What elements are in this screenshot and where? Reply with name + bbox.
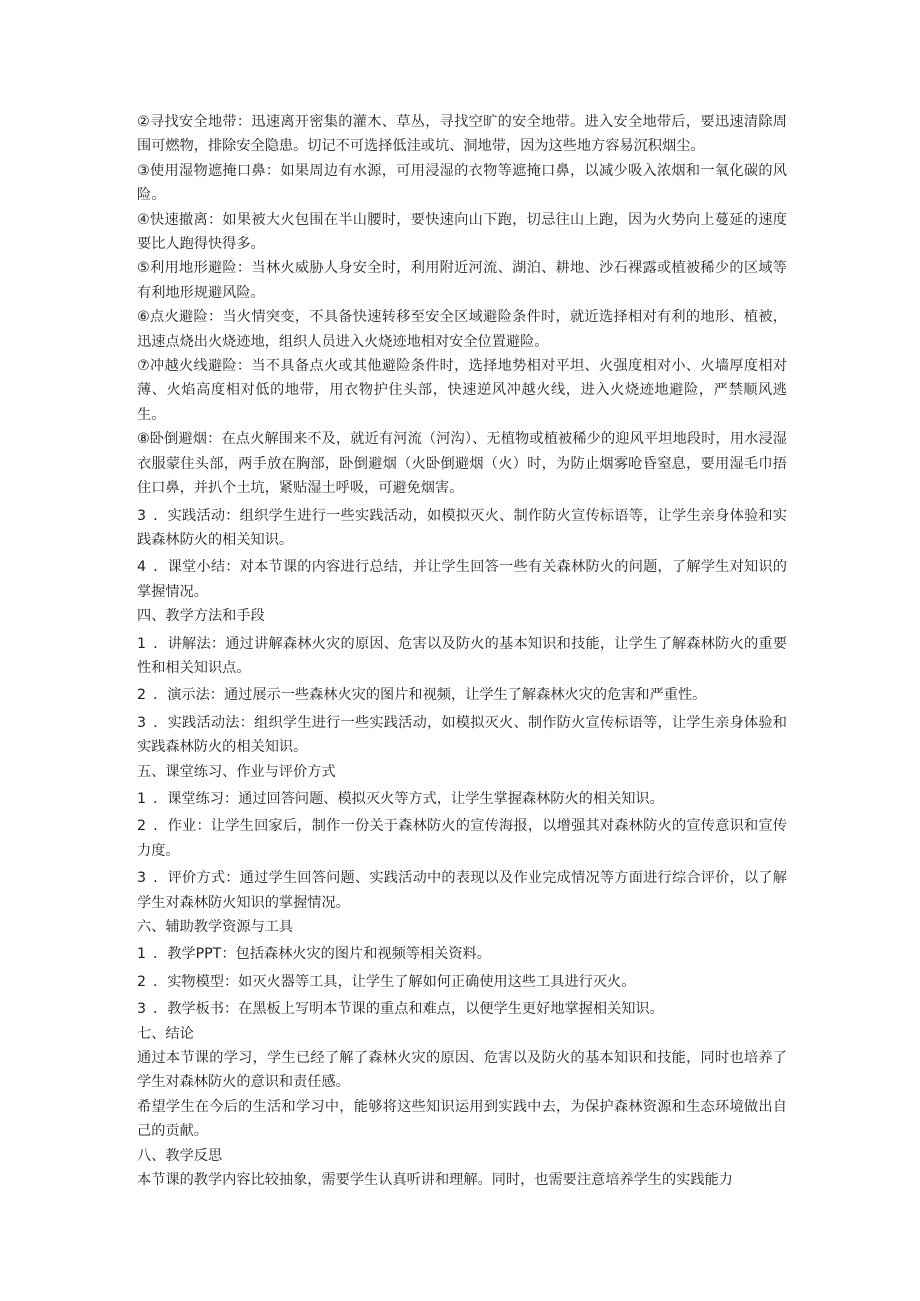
item-number: 3	[137, 714, 147, 731]
item-number: 3	[137, 1001, 147, 1018]
section-heading-reflection: 八、教学反思	[137, 1147, 223, 1164]
list-item-blackboard	[137, 997, 787, 1021]
paragraph-reflection: 本节课的教学内容比较抽象，需要学生认真听讲和理解。同时，也需要注意培养学生的实践能力	[137, 1172, 733, 1189]
item-text: ．评价方式：通过学生回答问题、实践活动中的表现以及作业完成情况等方面进行综合评价，以了解学生对森林防火知识的掌握情况。	[137, 870, 787, 911]
item-text: ．课堂练习：通过回答问题、模拟灭火等方式，让学生掌握森林防火的相关知识。	[153, 790, 664, 807]
item-text: ．实践活动：组织学生进行一些实践活动，如模拟灭火、制作防火宣传标语等，让学生亲身体验和实践森林防火的相关知识。	[137, 507, 787, 548]
list-item-evaluation	[137, 866, 787, 915]
paragraph-wet-cloth: ③使用湿物遮掩口鼻：如果周边有水源，可用浸湿的衣物等遮掩口鼻，以减少吸入浓烟和一氧化碳的风险。	[137, 162, 787, 204]
section-heading-resources: 六、辅助教学资源与工具	[137, 919, 294, 935]
item-number: 2	[137, 687, 147, 704]
paragraph-lie-down: ⑧卧倒避烟：在点火解围来不及，就近有河流（河沟）、无植物或植被稀少的迎风平坦地段时，用水浸湿衣服蒙住头部，两手放在胸部，卧倒避烟（火卧倒避烟（火）时，为防止烟雾呛昏窒息，要用湿毛巾捂住口鼻，并扒个土坑，紧贴湿土呼吸，可避免烟害。	[137, 431, 787, 497]
item-number: 1	[137, 790, 147, 807]
paragraph-conclusion-2: 希望学生在今后的生活和学习中，能够将这些知识运用到实践中去，为保护森林资源和生态环境做出自己的贡献。	[137, 1098, 787, 1140]
item-text: ．教学板书：在黑板上写明本节课的重点和难点，以便学生更好地掌握相关知识。	[153, 1001, 664, 1018]
document-page	[137, 110, 787, 1192]
list-item-demo	[137, 683, 787, 707]
item-text: ．讲解法：通过讲解森林火灾的原因、危害以及防火的基本知识和技能，让学生了解森林防火的重要性和相关知识点。	[137, 635, 787, 676]
list-item-lecture	[137, 632, 787, 681]
item-text: ．实物模型：如灭火器等工具，让学生了解如何正确使用这些工具进行灭火。	[153, 973, 636, 990]
item-text: ．作业：让学生回家后，制作一份关于森林防火的宣传海报，以增强其对森林防火的宣传意识和宣传力度。	[137, 818, 787, 859]
item-number: 2	[137, 818, 147, 835]
item-number: 3	[137, 870, 147, 887]
item-number: 1	[137, 946, 147, 963]
paragraph-conclusion-1: 通过本节课的学习，学生已经了解了森林火灾的原因、危害以及防火的基本知识和技能，同时也培养了学生对森林防火的意识和责任感。	[137, 1050, 787, 1091]
paragraph-terrain: ⑤利用地形避险：当林火威胁人身安全时，利用附近河流、湖泊、耕地、沙石裸露或植被稀少的区域等有利地形规避风险。	[137, 260, 787, 301]
list-item-summary	[137, 555, 787, 604]
list-item-homework	[137, 814, 787, 863]
list-item-model	[137, 970, 787, 994]
item-text: ．演示法：通过展示一些森林火灾的图片和视频，让学生了解森林火灾的危害和严重性。	[153, 687, 707, 704]
paragraph-counter-fire: ⑥点火避险：当火情突变，不具备快速转移至安全区域避险条件时，就近选择相对有利的地形、植被，迅速点烧出火烧迹地，组织人员进入火烧迹地相对安全位置避险。	[137, 309, 787, 350]
list-item-ppt	[137, 942, 787, 966]
item-number: 1	[137, 635, 147, 652]
item-number: 2	[137, 973, 147, 990]
item-text: ．实践活动法：组织学生进行一些实践活动，如模拟灭火、制作防火宣传标语等，让学生亲身体验和实践森林防火的相关知识。	[137, 714, 787, 756]
section-heading-methods: 四、教学方法和手段	[137, 608, 265, 625]
paragraph-evacuate: ④快速撤离：如果被大火包围在半山腰时，要快速向山下跑，切忌往山上跑，因为火势向上蔓延的速度要比人跑得快得多。	[137, 211, 787, 253]
item-text: ．课堂小结：对本节课的内容进行总结，并让学生回答一些有关森林防火的问题，了解学生对知识的掌握情况。	[137, 559, 787, 600]
item-number: 3	[137, 507, 147, 524]
paragraph-cross-fireline: ⑦冲越火线避险：当不具备点火或其他避险条件时，选择地势相对平坦、火强度相对小、火墙厚度相对薄、火焰高度相对低的地带，用衣物护住头部，快速逆风冲越火线，进入火烧迹地避险，严禁顺风逃生。	[137, 358, 787, 423]
list-item-practice-method	[137, 711, 787, 760]
item-text: ．教学PPT：包括森林火灾的图片和视频等相关资料。	[153, 946, 491, 963]
item-number: 4	[137, 559, 147, 576]
list-item-practice	[137, 504, 787, 553]
list-item-class-exercise	[137, 787, 787, 811]
section-heading-exercises: 五、课堂练习、作业与评价方式	[137, 763, 336, 780]
paragraph-safe-zone: ②寻找安全地带：迅速离开密集的灌木、草丛，寻找空旷的安全地带。进入安全地带后，要迅速清除周围可燃物，排除安全隐患。切记不可选择低洼或坑、洞地带，因为这些地方容易沉积烟尘。	[137, 114, 787, 155]
section-heading-conclusion: 七、结论	[137, 1025, 194, 1042]
